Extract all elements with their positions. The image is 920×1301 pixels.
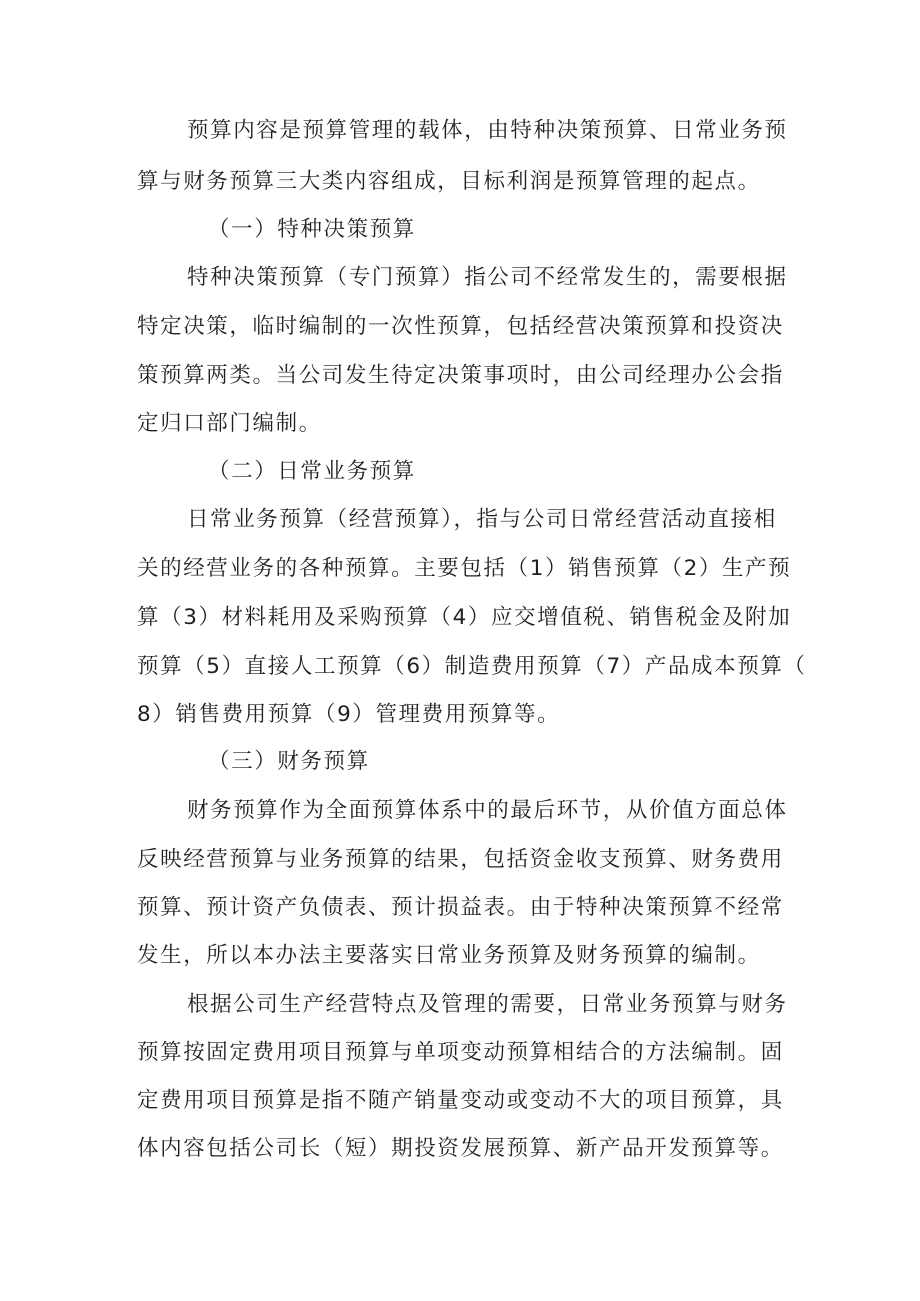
- text-line: 发生，所以本办法主要落实日常业务预算及财务预算的编制。: [137, 943, 761, 968]
- text-line: 特定决策，临时编制的一次性预算，包括经营决策预算和投资决: [137, 314, 784, 339]
- text-line: 根据公司生产经营特点及管理的需要，日常业务预算与财务: [187, 992, 788, 1017]
- section-heading-financial-budget: （三）财务预算: [208, 749, 370, 774]
- text-line: 8）销售费用预算（9）管理费用预算等。: [137, 702, 561, 727]
- text-line: 关的经营业务的各种预算。主要包括（1）销售预算（2）生产预: [137, 556, 792, 581]
- text-line: 定费用项目预算是指不随产销量变动或变动不大的项目预算，具: [137, 1088, 784, 1113]
- text-line: 算与财务预算三大类内容组成，目标利润是预算管理的起点。: [137, 169, 761, 194]
- section-heading-daily-business-budget: （二）日常业务预算: [208, 459, 416, 484]
- text-line: 预算（5）直接人工预算（6）制造费用预算（7）产品成本预算（: [137, 654, 807, 679]
- text-line: 预算按固定费用项目预算与单项变动预算相结合的方法编制。固: [137, 1040, 784, 1065]
- text-line: 体内容包括公司长（短）期投资发展预算、新产品开发预算等。: [137, 1136, 784, 1161]
- text-line: 反映经营预算与业务预算的结果，包括资金收支预算、财务费用: [137, 847, 784, 872]
- text-line: 预算内容是预算管理的载体，由特种决策预算、日常业务预: [187, 118, 788, 143]
- text-line: 日常业务预算（经营预算），指与公司日常经营活动直接相: [187, 507, 777, 532]
- text-line: 算（3）材料耗用及采购预算（4）应交增值税、销售税金及附加: [137, 605, 792, 630]
- text-line: 预算、预计资产负债表、预计损益表。由于特种决策预算不经常: [137, 895, 784, 920]
- text-line: 策预算两类。当公司发生待定决策事项时，由公司经理办公会指: [137, 363, 784, 388]
- text-line: 定归口部门编制。: [137, 411, 322, 436]
- text-line: 财务预算作为全面预算体系中的最后环节，从价值方面总体: [187, 798, 788, 823]
- text-line: 特种决策预算（专门预算）指公司不经常发生的，需要根据: [187, 265, 788, 290]
- section-heading-special-decision-budget: （一）特种决策预算: [208, 217, 416, 242]
